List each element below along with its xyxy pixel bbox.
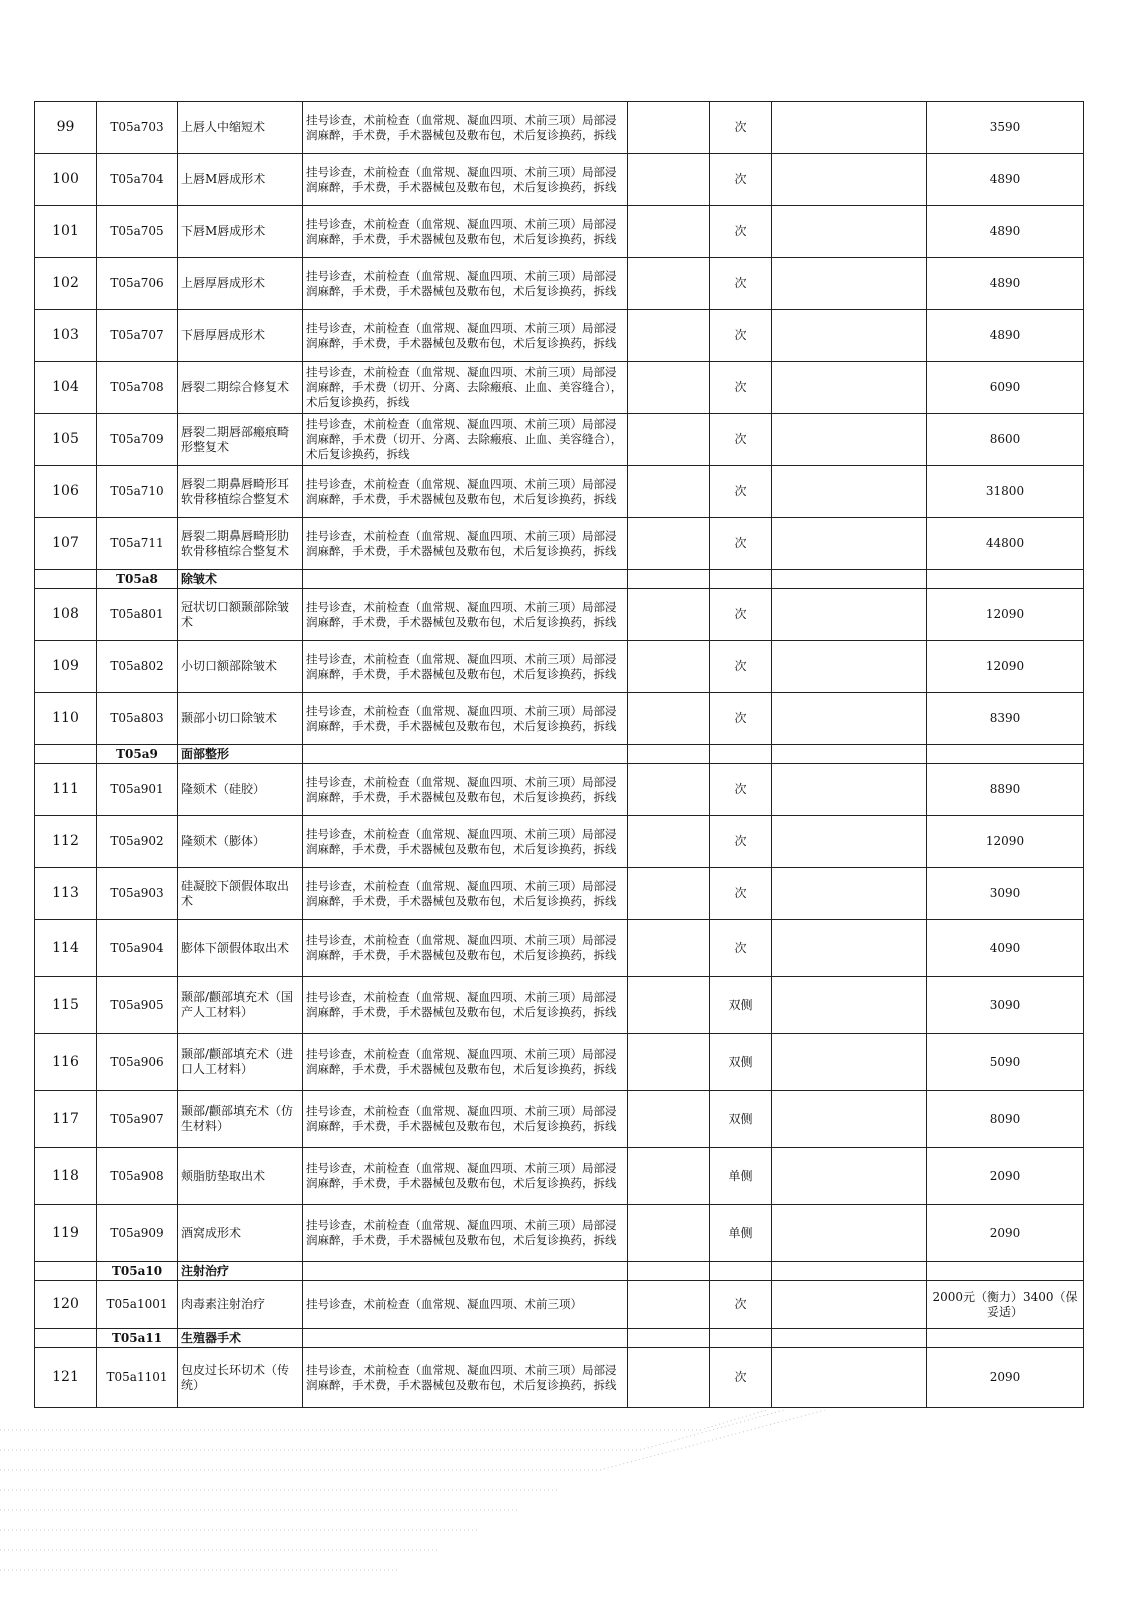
item-name: 下唇厚唇成形术 — [178, 310, 303, 362]
item-content: 挂号诊查，术前检查（血常规、凝血四项、术前三项）局部浸润麻醉，手术费，手术器械包及敷布包，术后复诊换药，拆线 — [303, 154, 628, 206]
item-name: 唇裂二期鼻唇畸形耳软骨移植综合整复术 — [178, 466, 303, 518]
table-row — [35, 466, 1084, 518]
item-price: 4890 — [927, 206, 1084, 258]
empty-cell — [628, 816, 710, 868]
item-code: T05a706 — [97, 258, 178, 310]
item-unit: 双侧 — [710, 1091, 772, 1148]
empty-cell — [628, 977, 710, 1034]
item-code: T05a801 — [97, 589, 178, 641]
table-row — [35, 362, 1084, 414]
empty-cell — [772, 920, 927, 977]
item-content: 挂号诊查，术前检查（血常规、凝血四项、术前三项）局部浸润麻醉，手术费，手术器械包及敷布包，术后复诊换药，拆线 — [303, 977, 628, 1034]
table-row — [35, 1148, 1084, 1205]
empty-cell — [772, 1034, 927, 1091]
item-price: 12090 — [927, 641, 1084, 693]
item-name: 上唇厚唇成形术 — [178, 258, 303, 310]
item-price: 8890 — [927, 764, 1084, 816]
item-price: 4890 — [927, 258, 1084, 310]
item-unit: 次 — [710, 920, 772, 977]
row-number: 107 — [35, 518, 97, 570]
item-price: 8600 — [927, 414, 1084, 466]
item-price: 8390 — [927, 693, 1084, 745]
empty-cell — [628, 154, 710, 206]
section-row — [35, 1329, 1084, 1348]
empty-cell — [772, 1262, 927, 1281]
item-code: T05a906 — [97, 1034, 178, 1091]
section-code: T05a8 — [97, 570, 178, 589]
empty-cell — [772, 102, 927, 154]
section-name: 生殖器手术 — [178, 1329, 303, 1348]
table-row — [35, 310, 1084, 362]
item-content: 挂号诊查，术前检查（血常规、凝血四项、术前三项）局部浸润麻醉，手术费，手术器械包及敷布包，术后复诊换药，拆线 — [303, 920, 628, 977]
empty-cell — [628, 466, 710, 518]
table-row — [35, 1281, 1084, 1329]
table-row — [35, 1348, 1084, 1408]
item-code: T05a907 — [97, 1091, 178, 1148]
section-row — [35, 1262, 1084, 1281]
row-number — [35, 1262, 97, 1281]
empty-cell — [628, 310, 710, 362]
item-unit: 次 — [710, 693, 772, 745]
item-name: 颞部/颧部填充术（仿生材料） — [178, 1091, 303, 1148]
item-unit: 次 — [710, 414, 772, 466]
empty-cell — [628, 1262, 710, 1281]
empty-cell — [628, 764, 710, 816]
item-price: 44800 — [927, 518, 1084, 570]
item-unit: 次 — [710, 1348, 772, 1408]
item-code: T05a802 — [97, 641, 178, 693]
row-number: 120 — [35, 1281, 97, 1329]
empty-cell — [303, 745, 628, 764]
table-body — [35, 102, 1084, 1408]
empty-cell — [628, 518, 710, 570]
empty-cell — [628, 1034, 710, 1091]
empty-cell — [628, 641, 710, 693]
empty-cell — [927, 1262, 1084, 1281]
empty-cell — [772, 764, 927, 816]
item-content: 挂号诊查，术前检查（血常规、凝血四项、术前三项）局部浸润麻醉，手术费，手术器械包及敷布包，术后复诊换药，拆线 — [303, 1034, 628, 1091]
item-unit: 次 — [710, 466, 772, 518]
section-code: T05a10 — [97, 1262, 178, 1281]
row-number: 104 — [35, 362, 97, 414]
row-number — [35, 1329, 97, 1348]
item-code: T05a708 — [97, 362, 178, 414]
empty-cell — [710, 745, 772, 764]
row-number: 105 — [35, 414, 97, 466]
empty-cell — [628, 1205, 710, 1262]
item-code: T05a904 — [97, 920, 178, 977]
table-row — [35, 868, 1084, 920]
item-unit: 次 — [710, 589, 772, 641]
item-name: 隆颏术（硅胶） — [178, 764, 303, 816]
table-row — [35, 816, 1084, 868]
empty-cell — [628, 589, 710, 641]
row-number: 112 — [35, 816, 97, 868]
empty-cell — [710, 570, 772, 589]
empty-cell — [772, 570, 927, 589]
item-price: 31800 — [927, 466, 1084, 518]
table-row — [35, 414, 1084, 466]
item-content: 挂号诊查，术前检查（血常规、凝血四项、术前三项）局部浸润麻醉，手术费，手术器械包及敷布包，术后复诊换药，拆线 — [303, 1148, 628, 1205]
row-number: 119 — [35, 1205, 97, 1262]
item-code: T05a908 — [97, 1148, 178, 1205]
empty-cell — [772, 206, 927, 258]
row-number: 121 — [35, 1348, 97, 1408]
item-code: T05a909 — [97, 1205, 178, 1262]
item-code: T05a903 — [97, 868, 178, 920]
row-number: 111 — [35, 764, 97, 816]
item-code: T05a902 — [97, 816, 178, 868]
item-content: 挂号诊查，术前检查（血常规、凝血四项、术前三项）局部浸润麻醉，手术费，手术器械包及敷布包，术后复诊换药，拆线 — [303, 589, 628, 641]
empty-cell — [772, 816, 927, 868]
empty-cell — [628, 206, 710, 258]
row-number: 116 — [35, 1034, 97, 1091]
item-price: 3090 — [927, 977, 1084, 1034]
table-row — [35, 977, 1084, 1034]
empty-cell — [772, 1348, 927, 1408]
item-code: T05a704 — [97, 154, 178, 206]
item-price: 4890 — [927, 310, 1084, 362]
item-name: 隆颏术（膨体） — [178, 816, 303, 868]
table-row — [35, 589, 1084, 641]
item-price: 2090 — [927, 1148, 1084, 1205]
item-content: 挂号诊查，术前检查（血常规、凝血四项、术前三项）局部浸润麻醉，手术费（切开、分离、去除瘢痕、止血、美容缝合），术后复诊换药，拆线 — [303, 414, 628, 466]
row-number: 100 — [35, 154, 97, 206]
item-content: 挂号诊查，术前检查（血常规、凝血四项、术前三项）局部浸润麻醉，手术费，手术器械包及敷布包，术后复诊换药，拆线 — [303, 641, 628, 693]
item-content: 挂号诊查，术前检查（血常规、凝血四项、术前三项）局部浸润麻醉，手术费，手术器械包及敷布包，术后复诊换药，拆线 — [303, 518, 628, 570]
empty-cell — [772, 414, 927, 466]
row-number: 106 — [35, 466, 97, 518]
item-code: T05a709 — [97, 414, 178, 466]
item-content: 挂号诊查，术前检查（血常规、凝血四项、术前三项）局部浸润麻醉，手术费，手术器械包及敷布包，术后复诊换药，拆线 — [303, 1205, 628, 1262]
section-code: T05a9 — [97, 745, 178, 764]
item-name: 下唇M唇成形术 — [178, 206, 303, 258]
item-name: 硅凝胶下颌假体取出术 — [178, 868, 303, 920]
item-price: 2090 — [927, 1348, 1084, 1408]
item-name: 唇裂二期唇部瘢痕畸形整复术 — [178, 414, 303, 466]
empty-cell — [772, 258, 927, 310]
empty-cell — [628, 1329, 710, 1348]
empty-cell — [628, 1348, 710, 1408]
item-content: 挂号诊查，术前检查（血常规、凝血四项、术前三项）局部浸润麻醉，手术费，手术器械包及敷布包，术后复诊换药，拆线 — [303, 1348, 628, 1408]
item-name: 上唇人中缩短术 — [178, 102, 303, 154]
item-content: 挂号诊查，术前检查（血常规、凝血四项、术前三项）局部浸润麻醉，手术费，手术器械包及敷布包，术后复诊换药，拆线 — [303, 693, 628, 745]
empty-cell — [772, 1205, 927, 1262]
item-unit: 单侧 — [710, 1148, 772, 1205]
table-row — [35, 518, 1084, 570]
item-name: 颞部小切口除皱术 — [178, 693, 303, 745]
empty-cell — [303, 570, 628, 589]
item-price: 6090 — [927, 362, 1084, 414]
scan-noise-texture — [0, 1410, 1131, 1600]
empty-cell — [628, 362, 710, 414]
item-unit: 双侧 — [710, 1034, 772, 1091]
empty-cell — [628, 693, 710, 745]
table-row — [35, 641, 1084, 693]
empty-cell — [303, 1262, 628, 1281]
empty-cell — [710, 1329, 772, 1348]
section-code: T05a11 — [97, 1329, 178, 1348]
empty-cell — [628, 1281, 710, 1329]
item-content: 挂号诊查，术前检查（血常规、凝血四项、术前三项）局部浸润麻醉，手术费，手术器械包及敷布包，术后复诊换药，拆线 — [303, 206, 628, 258]
item-code: T05a710 — [97, 466, 178, 518]
table-row — [35, 102, 1084, 154]
item-name: 颞部/颧部填充术（国产人工材料） — [178, 977, 303, 1034]
item-price: 5090 — [927, 1034, 1084, 1091]
item-unit: 次 — [710, 310, 772, 362]
empty-cell — [927, 570, 1084, 589]
item-name: 包皮过长环切术（传统） — [178, 1348, 303, 1408]
row-number: 117 — [35, 1091, 97, 1148]
item-name: 唇裂二期综合修复术 — [178, 362, 303, 414]
item-content: 挂号诊查，术前检查（血常规、凝血四项、术前三项）局部浸润麻醉，手术费，手术器械包及敷布包，术后复诊换药，拆线 — [303, 310, 628, 362]
item-content: 挂号诊查，术前检查（血常规、凝血四项、术前三项）局部浸润麻醉，手术费，手术器械包及敷布包，术后复诊换药，拆线 — [303, 764, 628, 816]
table-row — [35, 1034, 1084, 1091]
empty-cell — [628, 1148, 710, 1205]
item-price: 2000元（衡力）3400（保妥适） — [927, 1281, 1084, 1329]
empty-cell — [772, 693, 927, 745]
item-price: 3090 — [927, 868, 1084, 920]
section-row — [35, 570, 1084, 589]
item-content: 挂号诊查，术前检查（血常规、凝血四项、术前三项）局部浸润麻醉，手术费，手术器械包及敷布包，术后复诊换药，拆线 — [303, 466, 628, 518]
row-number: 99 — [35, 102, 97, 154]
item-price: 4090 — [927, 920, 1084, 977]
row-number: 114 — [35, 920, 97, 977]
item-content: 挂号诊查，术前检查（血常规、凝血四项、术前三项）局部浸润麻醉，手术费，手术器械包及敷布包，术后复诊换药，拆线 — [303, 102, 628, 154]
item-price: 8090 — [927, 1091, 1084, 1148]
empty-cell — [628, 258, 710, 310]
table-row — [35, 258, 1084, 310]
empty-cell — [772, 1281, 927, 1329]
empty-cell — [628, 868, 710, 920]
item-unit: 次 — [710, 206, 772, 258]
item-price: 12090 — [927, 589, 1084, 641]
empty-cell — [628, 414, 710, 466]
section-name: 注射治疗 — [178, 1262, 303, 1281]
empty-cell — [772, 1148, 927, 1205]
item-content: 挂号诊查，术前检查（血常规、凝血四项、术前三项）局部浸润麻醉，手术费，手术器械包及敷布包，术后复诊换药，拆线 — [303, 1091, 628, 1148]
table-row — [35, 206, 1084, 258]
item-name: 颞部/颧部填充术（进口人工材料） — [178, 1034, 303, 1091]
item-name: 颊脂肪垫取出术 — [178, 1148, 303, 1205]
empty-cell — [303, 1329, 628, 1348]
item-unit: 次 — [710, 816, 772, 868]
table-row — [35, 1205, 1084, 1262]
section-row — [35, 745, 1084, 764]
item-price: 4890 — [927, 154, 1084, 206]
empty-cell — [772, 518, 927, 570]
row-number: 109 — [35, 641, 97, 693]
row-number: 103 — [35, 310, 97, 362]
empty-cell — [772, 1091, 927, 1148]
empty-cell — [772, 1329, 927, 1348]
empty-cell — [772, 466, 927, 518]
price-table — [34, 101, 1084, 1408]
item-unit: 次 — [710, 258, 772, 310]
row-number — [35, 570, 97, 589]
item-unit: 次 — [710, 518, 772, 570]
item-unit: 双侧 — [710, 977, 772, 1034]
empty-cell — [927, 745, 1084, 764]
item-unit: 次 — [710, 102, 772, 154]
empty-cell — [628, 920, 710, 977]
empty-cell — [927, 1329, 1084, 1348]
item-code: T05a711 — [97, 518, 178, 570]
empty-cell — [628, 745, 710, 764]
item-code: T05a705 — [97, 206, 178, 258]
table-row — [35, 1091, 1084, 1148]
item-unit: 次 — [710, 641, 772, 693]
table-row — [35, 693, 1084, 745]
empty-cell — [772, 868, 927, 920]
item-name: 小切口额部除皱术 — [178, 641, 303, 693]
table-row — [35, 920, 1084, 977]
item-content: 挂号诊查，术前检查（血常规、凝血四项、术前三项） — [303, 1281, 628, 1329]
item-code: T05a803 — [97, 693, 178, 745]
empty-cell — [628, 1091, 710, 1148]
empty-cell — [628, 570, 710, 589]
empty-cell — [772, 362, 927, 414]
item-content: 挂号诊查，术前检查（血常规、凝血四项、术前三项）局部浸润麻醉，手术费（切开、分离、去除瘢痕、止血、美容缝合），术后复诊换药，拆线 — [303, 362, 628, 414]
item-unit: 单侧 — [710, 1205, 772, 1262]
item-name: 膨体下颌假体取出术 — [178, 920, 303, 977]
item-name: 酒窝成形术 — [178, 1205, 303, 1262]
item-content: 挂号诊查，术前检查（血常规、凝血四项、术前三项）局部浸润麻醉，手术费，手术器械包及敷布包，术后复诊换药，拆线 — [303, 868, 628, 920]
item-unit: 次 — [710, 764, 772, 816]
item-unit: 次 — [710, 868, 772, 920]
item-code: T05a707 — [97, 310, 178, 362]
empty-cell — [628, 102, 710, 154]
item-price: 12090 — [927, 816, 1084, 868]
item-name: 肉毒素注射治疗 — [178, 1281, 303, 1329]
item-code: T05a1101 — [97, 1348, 178, 1408]
section-name: 除皱术 — [178, 570, 303, 589]
empty-cell — [772, 641, 927, 693]
row-number: 113 — [35, 868, 97, 920]
empty-cell — [772, 745, 927, 764]
item-price: 2090 — [927, 1205, 1084, 1262]
row-number: 115 — [35, 977, 97, 1034]
row-number: 101 — [35, 206, 97, 258]
item-unit: 次 — [710, 1281, 772, 1329]
row-number: 110 — [35, 693, 97, 745]
item-code: T05a901 — [97, 764, 178, 816]
item-code: T05a1001 — [97, 1281, 178, 1329]
table-row — [35, 154, 1084, 206]
row-number: 102 — [35, 258, 97, 310]
item-code: T05a703 — [97, 102, 178, 154]
item-name: 冠状切口额颞部除皱术 — [178, 589, 303, 641]
empty-cell — [772, 589, 927, 641]
item-content: 挂号诊查，术前检查（血常规、凝血四项、术前三项）局部浸润麻醉，手术费，手术器械包及敷布包，术后复诊换药，拆线 — [303, 816, 628, 868]
row-number — [35, 745, 97, 764]
item-price: 3590 — [927, 102, 1084, 154]
empty-cell — [772, 154, 927, 206]
item-unit: 次 — [710, 154, 772, 206]
table-row — [35, 764, 1084, 816]
empty-cell — [772, 310, 927, 362]
row-number: 118 — [35, 1148, 97, 1205]
item-code: T05a905 — [97, 977, 178, 1034]
empty-cell — [772, 977, 927, 1034]
item-content: 挂号诊查，术前检查（血常规、凝血四项、术前三项）局部浸润麻醉，手术费，手术器械包及敷布包，术后复诊换药，拆线 — [303, 258, 628, 310]
item-name: 唇裂二期鼻唇畸形肋软骨移植综合整复术 — [178, 518, 303, 570]
empty-cell — [710, 1262, 772, 1281]
item-name: 上唇M唇成形术 — [178, 154, 303, 206]
row-number: 108 — [35, 589, 97, 641]
section-name: 面部整形 — [178, 745, 303, 764]
item-unit: 次 — [710, 362, 772, 414]
